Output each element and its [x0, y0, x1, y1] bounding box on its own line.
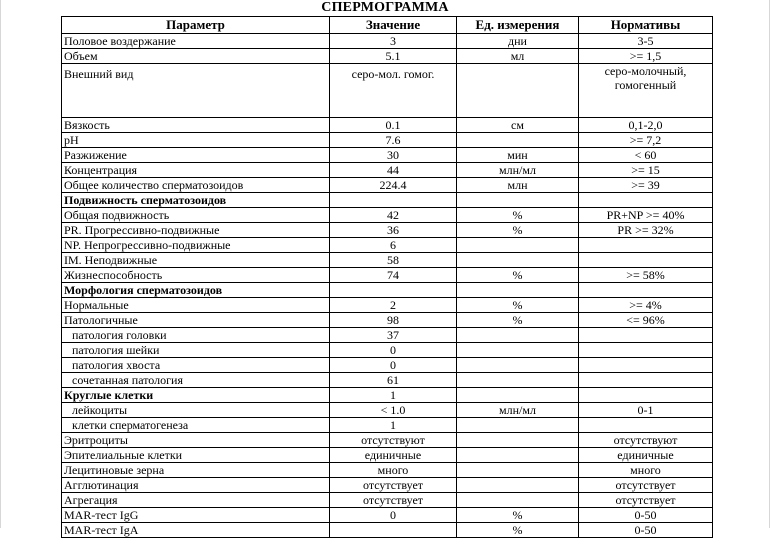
- row-name: Концентрация: [62, 163, 330, 178]
- row-unit: [457, 358, 579, 373]
- row-norm: 0,1-2,0: [579, 118, 713, 133]
- row-value: 224.4: [330, 178, 457, 193]
- row-norm: >= 4%: [579, 298, 713, 313]
- table-row: [62, 268, 713, 283]
- row-value: [330, 523, 457, 538]
- row-value: [330, 283, 457, 298]
- table-row: [62, 403, 713, 418]
- row-name: Нормальные: [62, 298, 330, 313]
- table-row: [62, 343, 713, 358]
- row-norm: [579, 283, 713, 298]
- row-value: отсутствует: [330, 493, 457, 508]
- row-unit: [457, 133, 579, 148]
- row-value: 5.1: [330, 49, 457, 64]
- row-name: Жизнеспособность: [62, 268, 330, 283]
- table-row: [62, 313, 713, 328]
- row-name: патология хвоста: [62, 358, 330, 373]
- row-norm: серо-молочный, гомогенный: [579, 64, 713, 118]
- table-row: [62, 493, 713, 508]
- row-norm: <= 96%: [579, 313, 713, 328]
- row-value: 0.1: [330, 118, 457, 133]
- row-unit: %: [457, 508, 579, 523]
- row-unit: %: [457, 223, 579, 238]
- row-value: 98: [330, 313, 457, 328]
- row-unit: %: [457, 313, 579, 328]
- row-name: Внешний вид: [62, 64, 330, 118]
- row-unit: [457, 448, 579, 463]
- row-value: < 1.0: [330, 403, 457, 418]
- row-name: PR. Прогрессивно-подвижные: [62, 223, 330, 238]
- row-unit: [457, 64, 579, 118]
- row-norm: [579, 373, 713, 388]
- row-name: клетки сперматогенеза: [62, 418, 330, 433]
- row-norm: >= 39: [579, 178, 713, 193]
- spermogram-table: [61, 16, 713, 538]
- section-heading: Морфология сперматозоидов: [62, 283, 330, 298]
- row-value: [330, 193, 457, 208]
- row-norm: [579, 358, 713, 373]
- row-norm: >= 7,2: [579, 133, 713, 148]
- table-row: [62, 433, 713, 448]
- row-value: отсутствуют: [330, 433, 457, 448]
- row-name: патология шейки: [62, 343, 330, 358]
- row-unit: [457, 343, 579, 358]
- row-norm: < 60: [579, 148, 713, 163]
- row-name: лейкоциты: [62, 403, 330, 418]
- row-unit: [457, 463, 579, 478]
- row-value: единичные: [330, 448, 457, 463]
- row-name: IM. Неподвижные: [62, 253, 330, 268]
- row-norm: PR+NP >= 40%: [579, 208, 713, 223]
- table-row: [62, 358, 713, 373]
- row-value: 0: [330, 508, 457, 523]
- row-value: 30: [330, 148, 457, 163]
- table-row: [62, 163, 713, 178]
- row-unit: [457, 433, 579, 448]
- table-row: [62, 148, 713, 163]
- row-norm: 0-50: [579, 508, 713, 523]
- row-unit: млн: [457, 178, 579, 193]
- row-norm: [579, 193, 713, 208]
- row-norm: много: [579, 463, 713, 478]
- row-unit: [457, 283, 579, 298]
- row-name: патология головки: [62, 328, 330, 343]
- row-value: 36: [330, 223, 457, 238]
- row-name: Общее количество сперматозоидов: [62, 178, 330, 193]
- table-body: [62, 34, 713, 538]
- table-row: [62, 253, 713, 268]
- table-row: [62, 463, 713, 478]
- table-row: [62, 328, 713, 343]
- table-row: [62, 223, 713, 238]
- row-value: 0: [330, 343, 457, 358]
- row-unit: [457, 388, 579, 403]
- row-norm: 0-50: [579, 523, 713, 538]
- row-unit: мин: [457, 148, 579, 163]
- row-name: pH: [62, 133, 330, 148]
- row-unit: [457, 478, 579, 493]
- section-row: [62, 388, 713, 403]
- row-name: Разжижение: [62, 148, 330, 163]
- row-name: сочетанная патология: [62, 373, 330, 388]
- row-name: Эритроциты: [62, 433, 330, 448]
- table-row: [62, 523, 713, 538]
- row-unit: дни: [457, 34, 579, 49]
- row-norm: >= 15: [579, 163, 713, 178]
- row-name: MAR-тест IgA: [62, 523, 330, 538]
- row-norm: отсутствует: [579, 493, 713, 508]
- row-unit: [457, 328, 579, 343]
- row-value: 61: [330, 373, 457, 388]
- header-value: Значение: [330, 17, 457, 34]
- row-value: 74: [330, 268, 457, 283]
- row-norm: 0-1: [579, 403, 713, 418]
- header-row: [62, 17, 713, 34]
- header-param: Параметр: [62, 17, 330, 34]
- table-row: [62, 478, 713, 493]
- row-value: 6: [330, 238, 457, 253]
- row-norm: отсутствуют: [579, 433, 713, 448]
- row-norm: [579, 238, 713, 253]
- table-row: [62, 133, 713, 148]
- row-name: Вязкость: [62, 118, 330, 133]
- row-name: Агглютинация: [62, 478, 330, 493]
- section-heading: Круглые клетки: [62, 388, 330, 403]
- section-heading: Подвижность сперматозоидов: [62, 193, 330, 208]
- row-norm: [579, 328, 713, 343]
- row-unit: мл: [457, 49, 579, 64]
- row-name: Лецитиновые зерна: [62, 463, 330, 478]
- header-norm: Нормативы: [579, 17, 713, 34]
- table-row: [62, 508, 713, 523]
- table-row: [62, 298, 713, 313]
- table-row: [62, 238, 713, 253]
- row-norm: >= 1,5: [579, 49, 713, 64]
- row-norm: [579, 253, 713, 268]
- row-unit: %: [457, 268, 579, 283]
- row-norm: отсутствует: [579, 478, 713, 493]
- table-row: [62, 448, 713, 463]
- row-norm: [579, 343, 713, 358]
- row-norm: 3-5: [579, 34, 713, 49]
- row-name: Эпителиальные клетки: [62, 448, 330, 463]
- row-value: 44: [330, 163, 457, 178]
- row-unit: [457, 493, 579, 508]
- row-value: 3: [330, 34, 457, 49]
- row-norm: PR >= 32%: [579, 223, 713, 238]
- table-row: [62, 418, 713, 433]
- header-unit: Ед. измерения: [457, 17, 579, 34]
- row-name: NP. Непрогрессивно-подвижные: [62, 238, 330, 253]
- row-unit: [457, 193, 579, 208]
- row-unit: %: [457, 298, 579, 313]
- row-unit: [457, 418, 579, 433]
- section-row: [62, 193, 713, 208]
- row-value: серо-мол. гомог.: [330, 64, 457, 118]
- table-row: [62, 208, 713, 223]
- row-value: 7.6: [330, 133, 457, 148]
- page-title: СПЕРМОГРАММА: [321, 0, 449, 15]
- row-norm: единичные: [579, 448, 713, 463]
- row-unit: %: [457, 208, 579, 223]
- row-value: 2: [330, 298, 457, 313]
- row-unit: млн/мл: [457, 403, 579, 418]
- table-row: [62, 49, 713, 64]
- table-row: [62, 178, 713, 193]
- row-norm: [579, 418, 713, 433]
- section-row: [62, 283, 713, 298]
- row-value: 58: [330, 253, 457, 268]
- table-row: [62, 118, 713, 133]
- row-name: Объем: [62, 49, 330, 64]
- row-name: Патологичные: [62, 313, 330, 328]
- row-norm: >= 58%: [579, 268, 713, 283]
- row-unit: [457, 373, 579, 388]
- row-value: 37: [330, 328, 457, 343]
- table-header: [62, 17, 713, 34]
- row-value: много: [330, 463, 457, 478]
- table-row: [62, 373, 713, 388]
- row-value: 42: [330, 208, 457, 223]
- row-value: 1: [330, 388, 457, 403]
- row-unit: см: [457, 118, 579, 133]
- row-unit: [457, 238, 579, 253]
- row-unit: млн/мл: [457, 163, 579, 178]
- row-name: Общая подвижность: [62, 208, 330, 223]
- row-unit: [457, 253, 579, 268]
- row-value: 0: [330, 358, 457, 373]
- row-unit: %: [457, 523, 579, 538]
- table-row: [62, 64, 713, 118]
- row-name: Агрегация: [62, 493, 330, 508]
- row-value: отсутствует: [330, 478, 457, 493]
- row-value: 1: [330, 418, 457, 433]
- row-norm: [579, 388, 713, 403]
- row-name: MAR-тест IgG: [62, 508, 330, 523]
- row-name: Половое воздержание: [62, 34, 330, 49]
- table-row: [62, 34, 713, 49]
